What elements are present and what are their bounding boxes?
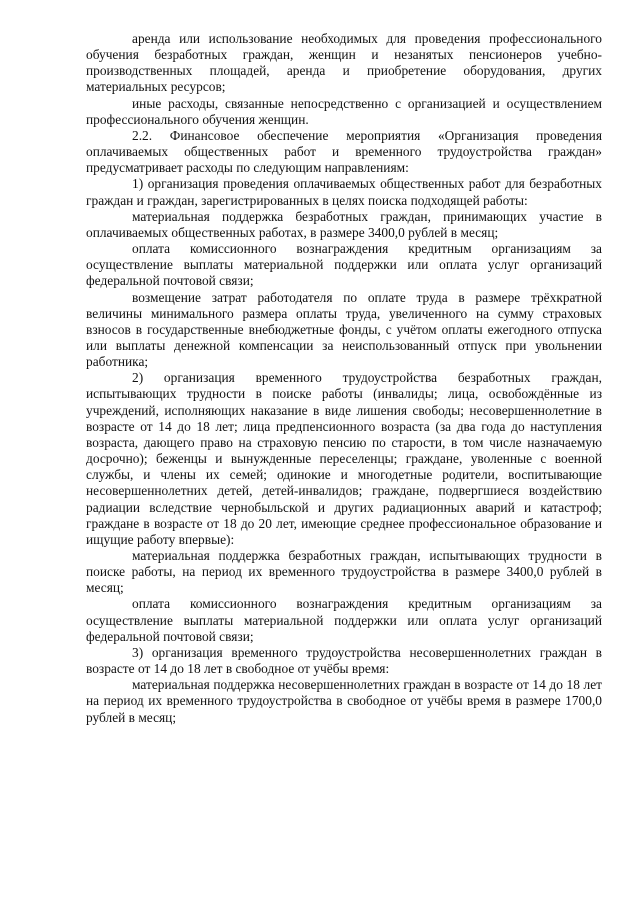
paragraph-public-works-support: материальная поддержка безработных граждан, принимающих участие в оплачиваемых общественных работах, в размере 3400,0 рублей в месяц; [86, 208, 602, 240]
paragraph-commission-fee: оплата комиссионного вознаграждения кредитным организациям за осуществление выплаты материальной поддержки или оплата услуг организаций федеральной почтовой связи; [86, 241, 602, 289]
paragraph-premises-rental: аренда или использование необходимых для проведения профессионального обучения безработных граждан, женщин и незанятых пенсионеров учебно-производственных площадей, аренда и приобретение оборудования, других материальных ресурсов; [86, 31, 602, 95]
paragraph-item-3: 3) организация временного трудоустройства несовершеннолетних граждан в возрасте от 14 до 18 лет в свободное от учёбы время: [86, 644, 602, 677]
paragraph-employer-reimbursement: возмещение затрат работодателя по оплате труда в размере трёхкратной величины минимального размера оплаты труда, увеличенного на сумму страховых взносов в государственные внебюджетные фонды, с учётом оплаты ежегодного отпуска или выплаты денежной компенсации за неиспользованный отпуск при увольнении работника; [86, 289, 602, 370]
paragraph-section-2-2: 2.2. Финансовое обеспечение мероприятия «Организация проведения оплачиваемых общественных работ и временного трудоустройства граждан» предусматривает расходы по следующим направлениям: [86, 127, 602, 176]
paragraph-minors-support: материальная поддержка несовершеннолетних граждан в возрасте от 14 до 18 лет на период их временного трудоустройства в свободное от учёбы время в размере 1700,0 рублей в месяц; [86, 677, 602, 725]
paragraph-commission-fee-2: оплата комиссионного вознаграждения кредитным организациям за осуществление выплаты материальной поддержки или оплата услуг организаций федеральной почтовой связи; [86, 596, 602, 644]
paragraph-other-expenses: иные расходы, связанные непосредственно с организацией и осуществлением профессионального обучения женщин. [86, 95, 602, 127]
paragraph-item-2: 2) организация временного трудоустройства безработных граждан, испытывающих трудности в поиске работы (инвалиды; лица, освобождённые из учреждений, исполняющих наказание в виде лишения свободы; несовершеннолетние в возрасте от 14 до 18 лет; лица предпенсионного возраста (за два года до наступления возраста, дающего право на страховую пенсию по старости, в том числе назначаемую досрочно); беженцы и вынужденные переселенцы; граждане, уволенные с военной службы, и члены их семей; одинокие и многодетные родители, воспитывающие несовершеннолетних детей, детей-инвалидов; граждане, подвергшиеся воздействию радиации вследствие чернобыльской и других радиационных аварий и катастроф; граждане в возрасте от 18 до 20 лет, имеющие среднее профессиональное образование и ищущие работу впервые): [86, 370, 602, 547]
paragraph-temporary-employment-support: материальная поддержка безработных граждан, испытывающих трудности в поиске работы, на период их временного трудоустройства в размере 3400,0 рублей в месяц; [86, 548, 602, 596]
paragraph-item-1: 1) организация проведения оплачиваемых общественных работ для безработных граждан и граждан, зарегистрированных в целях поиска подходящей работы: [86, 176, 602, 208]
